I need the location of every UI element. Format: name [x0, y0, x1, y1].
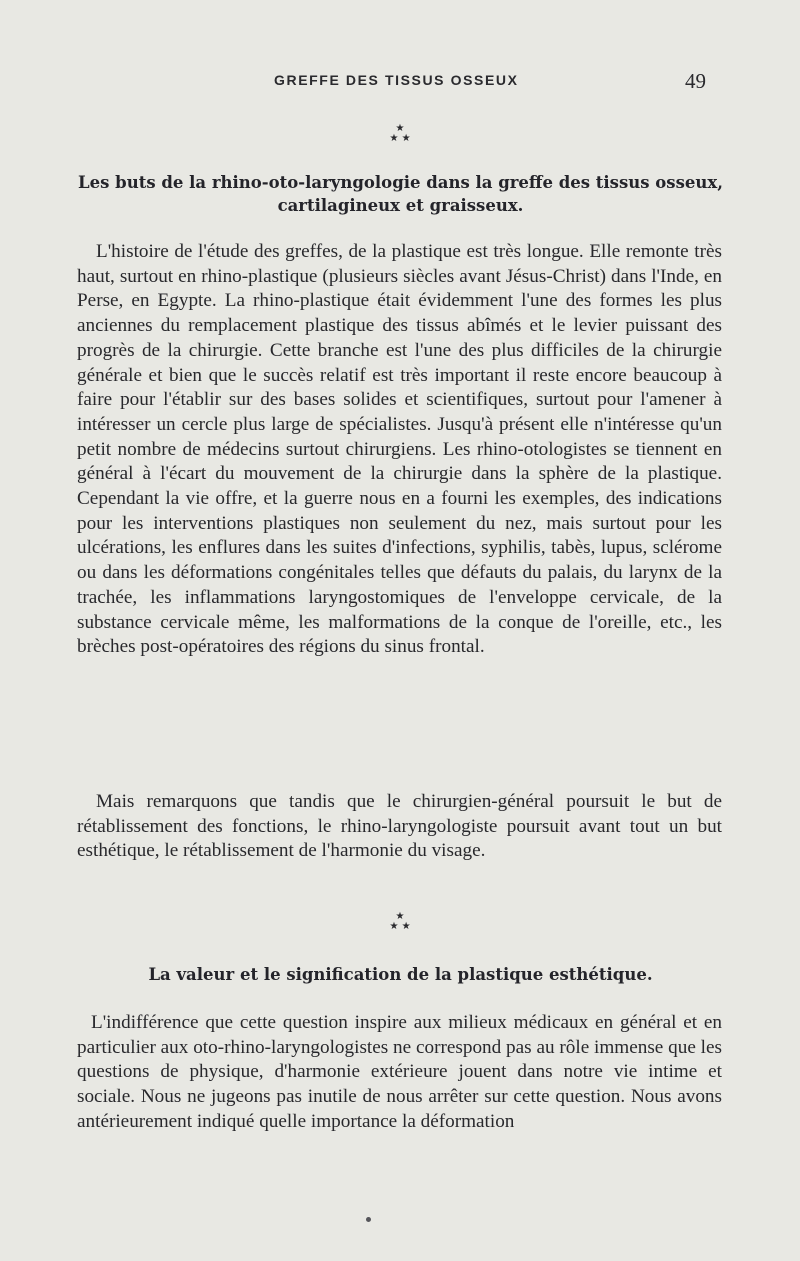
page-number: 49	[685, 69, 706, 93]
asterism-star-top: ★	[395, 123, 405, 134]
asterism-ornament-2	[0, 912, 800, 932]
paragraph-2: Mais remarquons que tandis que le chirurgien-général poursuit le but de rétablissement des fonctions, le rhino-laryngologiste poursuit avant tout un but esthétique, le rétablissement de l'harmonie du visage.	[77, 791, 722, 862]
section-heading-2: La valeur et le signification de la plastique esthétique.	[148, 965, 653, 984]
running-head	[0, 69, 800, 96]
section-heading-1: Les buts de la rhino-oto-laryngologie dans la greffe des tissus osseux, cartilagineux et graisseux.	[78, 173, 723, 215]
asterism-stars-bottom: ★ ★	[389, 921, 411, 932]
ink-speck	[366, 1217, 371, 1222]
asterism-ornament	[0, 124, 800, 144]
paragraph-1: L'histoire de l'étude des greffes, de la plastique est très longue. Elle remonte très haut, surtout en rhino-plastique (plusieurs siècles avant Jésus-Christ) dans l'Inde, en Perse, en Egypte. La rhino-plastique était évidemment l'une des formes les plus anciennes du remplacement plastique des tissus abîmés et le levier puissant des progrès de la chirurgie. Cette branche est l'une des plus difficiles de la chirurgie générale et bien que le succès relatif est très important il reste encore beaucoup à faire pour l'établir sur des bases solides et scientifiques, surtout pour l'amener à intéresser un cercle plus large de spécialistes. Jusqu'à présent elle n'intéresse qu'un petit nombre de médecins surtout chirurgiens. Les rhino-otologistes se tiennent en général à l'écart du mouvement de la chirurgie dans la sphère de la plastique. Cependant la vie offre, et la guerre nous en a fourni les exemples, des indications pour les interventions plastiques non seulement du nez, mais surtout pour les ulcérations, les enflures dans les suites d'infections, syphilis, tabès, lupus, sclérome ou dans les déformations congénitales telles que défauts du palais, du larynx de la trachée, les inflammations laryngostomiques de l'enveloppe cervicale, de la substance cervicale même, les malformations de la conque de l'oreille, etc., les brèches post-opératoires des régions du sinus frontal.	[77, 241, 722, 658]
asterism-stars-bottom: ★ ★	[389, 133, 411, 144]
asterism-star-top: ★	[395, 911, 405, 922]
running-title: GREFFE DES TISSUS OSSEUX	[274, 72, 519, 88]
paragraph-3: L'indifférence que cette question inspire aux milieux médicaux en général et en particulier aux oto-rhino-laryngologistes ne correspond pas au rôle immense que les questions de physique, d'harmonie extérieure jouent dans notre vie intime et sociale. Nous ne jugeons pas inutile de nous arrêter sur cette question. Nous avons antérieurement indiqué quelle importance la déformation	[77, 1012, 722, 1132]
